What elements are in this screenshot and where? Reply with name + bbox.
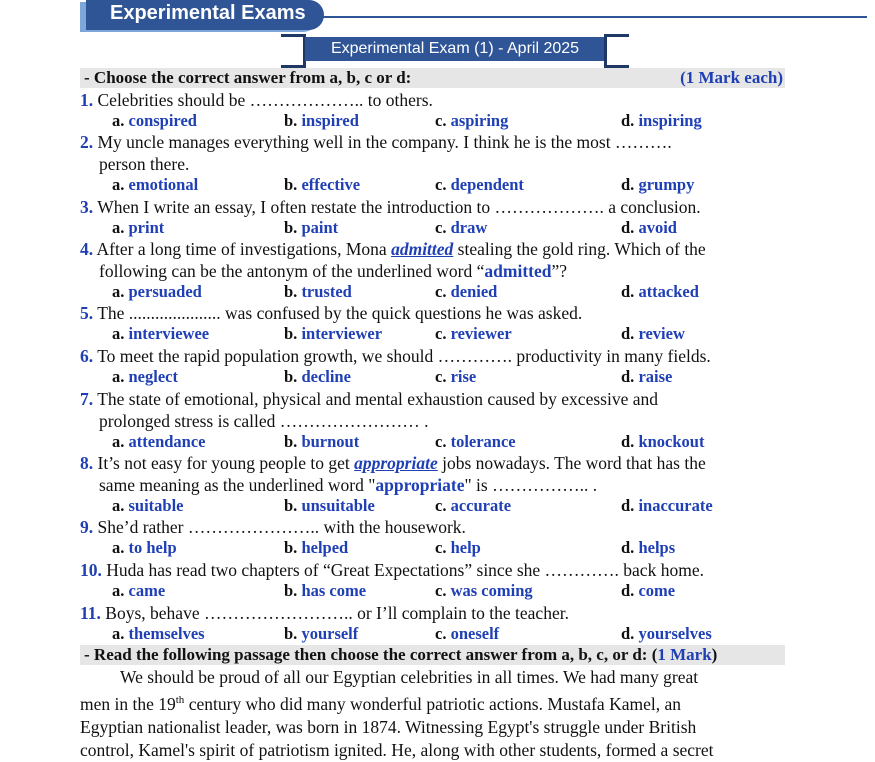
question-text: Celebrities should be ……………….. to others. xyxy=(97,90,433,110)
option-b: b. burnout xyxy=(284,432,360,451)
section-instruction-text: - Choose the correct answer from a, b, c or d: xyxy=(84,68,412,87)
option-d: d. knockout xyxy=(621,432,705,451)
option-c: c. was coming xyxy=(435,581,533,600)
option-c: c. draw xyxy=(435,218,488,237)
option-a: a. came xyxy=(112,581,166,600)
option-c: c. dependent xyxy=(435,175,524,194)
question-3 xyxy=(80,197,780,219)
option-b: b. has come xyxy=(284,581,367,600)
option-a: a. themselves xyxy=(112,624,205,643)
option-d: d. helps xyxy=(621,538,676,557)
options-10 xyxy=(112,581,792,602)
question-text: My uncle manages everything well in the company. I think he is the most ………. xyxy=(97,132,672,152)
question-text: The state of emotional, physical and mental exhaustion caused by excessive and xyxy=(97,389,658,409)
question-number: 1. xyxy=(80,90,94,110)
option-d: d. inaccurate xyxy=(621,496,713,515)
right-bracket xyxy=(604,34,629,68)
option-c: c. help xyxy=(435,538,481,557)
question-number: 11. xyxy=(80,603,101,623)
question-number: 7. xyxy=(80,389,94,409)
passage-instruction xyxy=(80,645,785,665)
option-d: d. raise xyxy=(621,367,673,386)
option-c: c. tolerance xyxy=(435,432,516,451)
option-b: b. helped xyxy=(284,538,349,557)
option-c: c. accurate xyxy=(435,496,512,515)
option-b: b. inspired xyxy=(284,111,359,130)
question-6 xyxy=(80,346,780,368)
option-a: a. persuaded xyxy=(112,282,202,301)
options-8 xyxy=(112,496,792,517)
option-a: a. attendance xyxy=(112,432,206,451)
question-4: 4. After a long time of investigations, Mona admitted stealing the gold ring. Which of the following can be the antonym of the underlined word “admitted”? xyxy=(80,239,706,281)
underlined-word: admitted xyxy=(391,239,454,259)
option-c: c. denied xyxy=(435,282,498,301)
option-b: b. trusted xyxy=(284,282,352,301)
option-a: a. interviewee xyxy=(112,324,210,343)
options-4 xyxy=(112,282,792,303)
page-header xyxy=(0,0,875,34)
question-number: 2. xyxy=(80,132,94,152)
option-a: a. suitable xyxy=(112,496,184,515)
option-d: d. review xyxy=(621,324,685,343)
option-d: d. grumpy xyxy=(621,175,695,194)
question-number: 3. xyxy=(80,197,94,217)
options-11 xyxy=(112,624,792,645)
passage-line: men in the 19th century who did many wonderful patriotic actions. Mustafa Kamel, an xyxy=(80,693,681,714)
passage-line: control, Kamel's spirit of patriotism ignited. He, along with other students, formed a secret xyxy=(80,739,714,760)
option-d: d. come xyxy=(621,581,676,600)
section-instruction xyxy=(80,68,785,88)
option-b: b. yourself xyxy=(284,624,359,643)
underlined-word: appropriate xyxy=(354,453,438,473)
exam-title-banner xyxy=(275,34,635,64)
question-number: 8. xyxy=(80,453,94,473)
option-b: b. decline xyxy=(284,367,351,386)
option-c: c. oneself xyxy=(435,624,500,643)
question-text-cont: prolonged stress is called …………………… . xyxy=(99,410,429,431)
passage-instruction-text: - Read the following passage then choose the correct answer from a, b, c, or d: ( xyxy=(84,645,658,664)
question-10 xyxy=(80,560,780,582)
question-8: 8. It’s not easy for young people to get appropriate jobs nowadays. The word that has the same meaning as the underlined word "appropriate" is …………….. . xyxy=(80,453,706,495)
option-b: b. unsuitable xyxy=(284,496,375,515)
option-d: d. yourselves xyxy=(621,624,712,643)
option-d: d. avoid xyxy=(621,218,677,237)
question-number: 10. xyxy=(80,560,102,580)
option-d: d. attacked xyxy=(621,282,699,301)
option-c: c. reviewer xyxy=(435,324,512,343)
passage-mark: 1 Mark xyxy=(657,645,712,664)
header-banner xyxy=(86,0,324,30)
header-rule xyxy=(318,16,867,18)
option-a: a. neglect xyxy=(112,367,178,386)
left-bracket xyxy=(281,34,306,68)
header-title: Experimental Exams xyxy=(110,2,306,24)
question-11 xyxy=(80,603,780,625)
section-marks: (1 Mark each) xyxy=(680,68,783,87)
question-text: When I write an essay, I often restate the introduction to ………………. a conclusion. xyxy=(97,197,701,217)
question-number: 5. xyxy=(80,303,94,323)
options-7 xyxy=(112,432,792,453)
passage-close: ) xyxy=(711,645,718,664)
option-c: c. rise xyxy=(435,367,477,386)
question-number: 9. xyxy=(80,517,94,537)
option-d: d. inspiring xyxy=(621,111,702,130)
options-1 xyxy=(112,111,792,132)
option-a: a. to help xyxy=(112,538,177,557)
passage-line: We should be proud of all our Egyptian celebrities in all times. We had many great xyxy=(120,667,699,687)
passage-line: Egyptian nationalist leader, was born in 1874. Witnessing Egypt's struggle under British xyxy=(80,716,697,737)
question-2 xyxy=(80,132,780,175)
options-6 xyxy=(112,367,792,388)
question-text: Boys, behave …………………….. or I’ll complain to the teacher. xyxy=(105,603,569,623)
options-3 xyxy=(112,218,792,239)
options-2 xyxy=(112,175,792,196)
question-9 xyxy=(80,517,780,539)
question-text: Huda has read two chapters of “Great Expectations” since she …………. back home. xyxy=(106,560,704,580)
question-text: She’d rather ………………….. with the housework. xyxy=(97,517,466,537)
option-b: b. paint xyxy=(284,218,339,237)
options-9 xyxy=(112,538,792,559)
question-number: 6. xyxy=(80,346,94,366)
question-text: The ..................... was confused by the quick questions he was asked. xyxy=(97,303,583,323)
reading-passage xyxy=(80,666,780,762)
question-1 xyxy=(80,90,780,112)
option-c: c. aspiring xyxy=(435,111,509,130)
question-text-cont: person there. xyxy=(99,153,190,174)
question-number: 4. xyxy=(80,239,94,259)
option-b: b. interviewer xyxy=(284,324,383,343)
options-5 xyxy=(112,324,792,345)
option-a: a. conspired xyxy=(112,111,197,130)
question-5 xyxy=(80,303,780,325)
option-b: b. effective xyxy=(284,175,361,194)
question-text: To meet the rapid population growth, we should …………. productivity in many fields. xyxy=(97,346,711,366)
question-7 xyxy=(80,389,780,432)
exam-title: Experimental Exam (1) - April 2025 xyxy=(330,40,580,57)
option-a: a. emotional xyxy=(112,175,199,194)
option-a: a. print xyxy=(112,218,165,237)
